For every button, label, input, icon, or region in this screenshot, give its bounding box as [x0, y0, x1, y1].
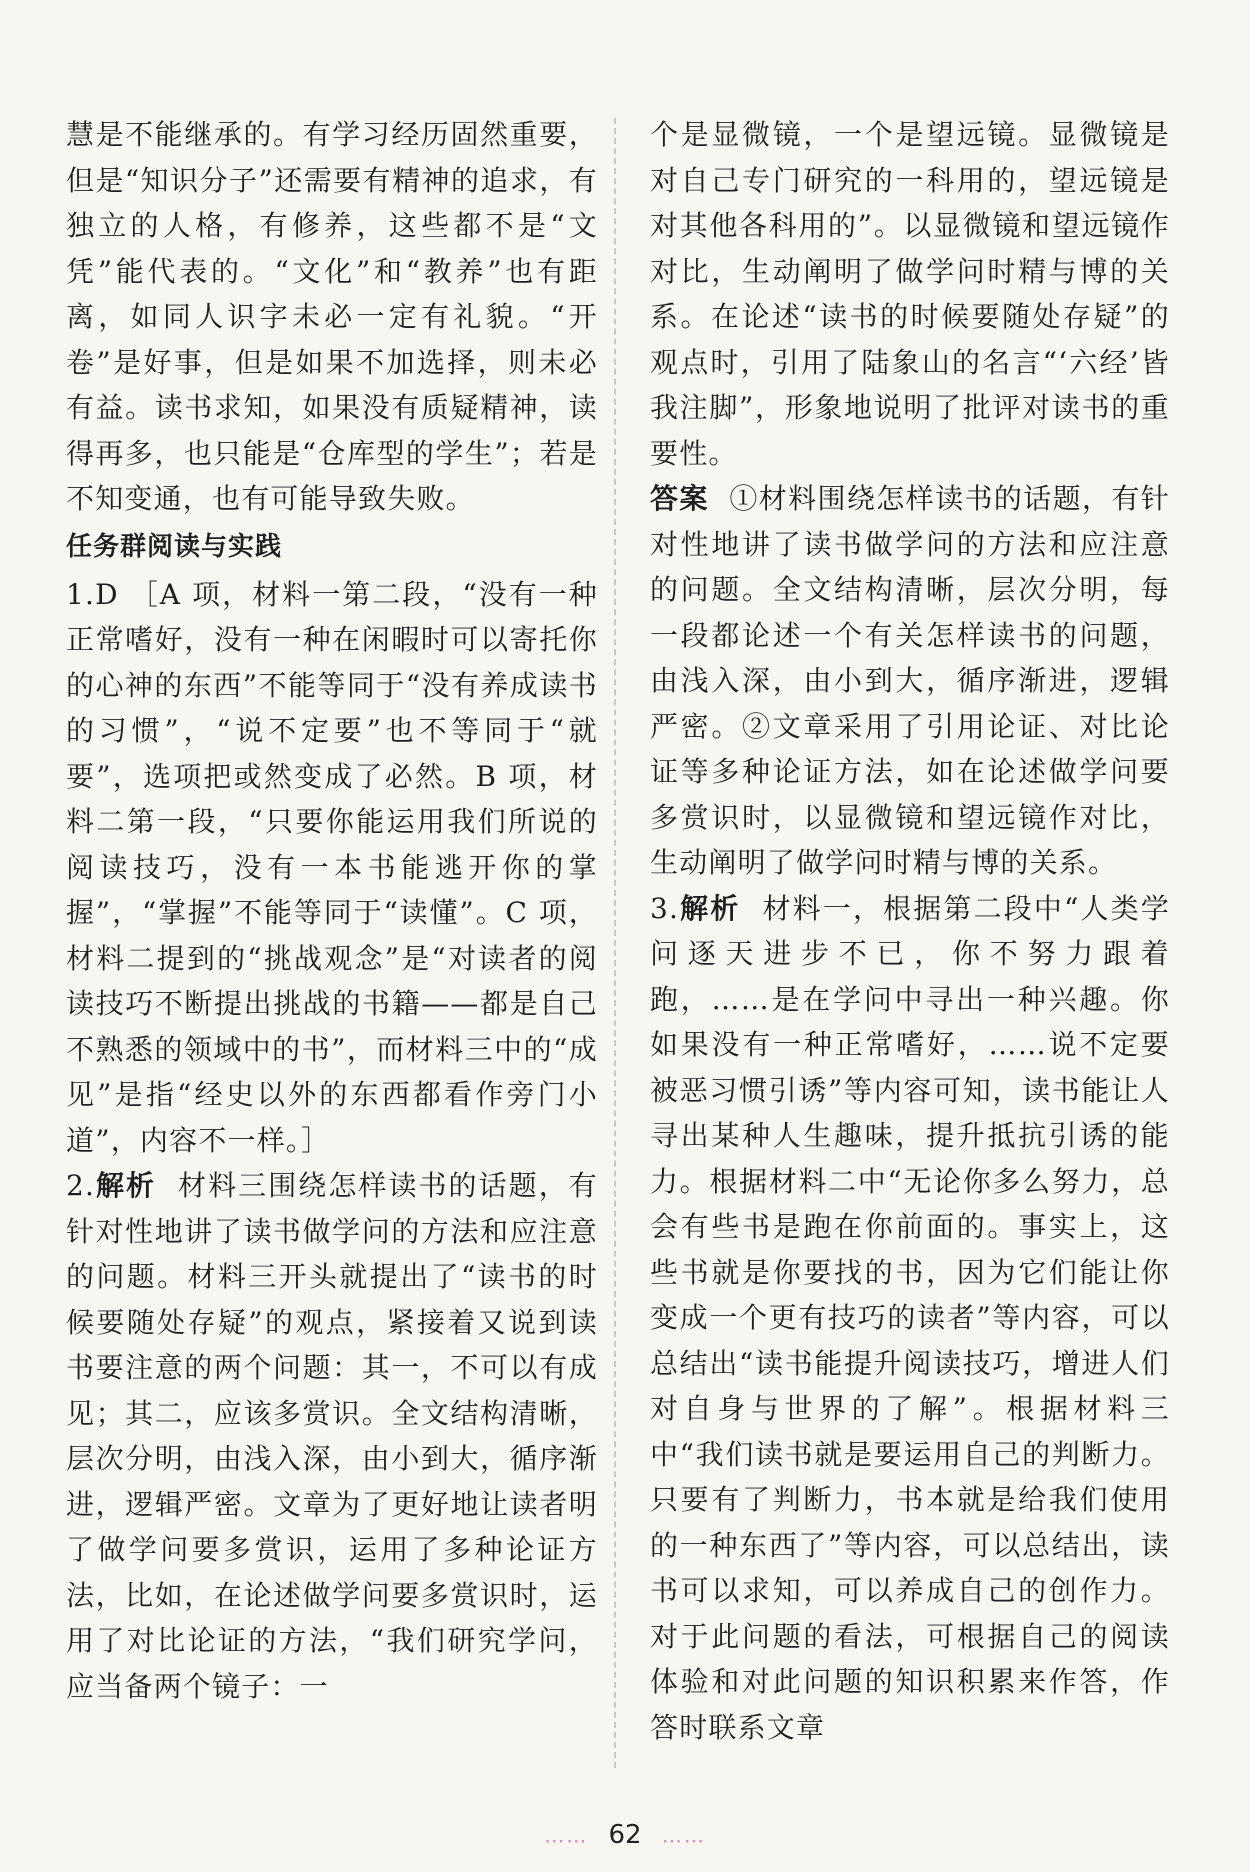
- footer-dots-right: ……: [661, 1823, 706, 1848]
- question-3-number: 3.: [650, 891, 680, 925]
- column-divider: [614, 118, 616, 1768]
- question-2-number: 2.: [66, 1169, 96, 1202]
- question-1-answer: [66, 572, 598, 1164]
- question-2-explanation: 材料三围绕怎样读书的话题，有针对性地讲了读书做学问的方法和应注意的问题。材料三开头就提出了“读书的时候要随处存疑”的观点，紧接着又说到读书要注意的两个问题：其一，不可以有成见；其二，应该多赏识。全文结构清晰，层次分明，由浅入深，由小到大，循序渐进，逻辑严密。文章为了更好地让读者明了做学问要多赏识，运用了多种论证方法，比如，在论述做学问要多赏识时，运用了对比论证的方法，“我们研究学问，应当备两个镜子：一: [66, 1169, 598, 1703]
- question-2-answer: [66, 1163, 598, 1709]
- question-3-answer: [650, 886, 1170, 1751]
- footer-dots-left: ……: [544, 1823, 589, 1848]
- section-heading: 任务群阅读与实践: [66, 531, 283, 562]
- answer-label: 答案: [650, 482, 709, 515]
- question-3-label: 解析: [679, 891, 741, 925]
- question-1-explanation: ［A 项，材料一第二段，“没有一种正常嗜好，没有一种在闲暇时可以寄托你的心神的东西”不能等同于“没有养成读书的习惯”，“说不定要”也不等同于“就要”，选项把或然变成了必然。B 项，材料二第一段，“只要你能运用我们所说的阅读技巧，没有一本书能逃开你的掌握”，“掌握”不能等同于“读懂”。C 项，材料二提到的“挑战观念”是“对读者的阅读技巧不断提出挑战的书籍——都是自己不熟悉的领域中的书”，而材料三中的“成见”是指“经史以外的东西都看作旁门小道”，内容不一样。］: [66, 577, 598, 1157]
- left-continuation-paragraph: 慧是不能继承的。有学习经历固然重要，但是“知识分子”还需要有精神的追求，有独立的人格，有修养，这些都不是“文凭”能代表的。“文化”和“教养”也有距离，如同人识字未必一定有礼貌。“开卷”是好事，但是如果不加选择，则未必有益。读书求知，如果没有质疑精神，读得再多，也只能是“仓库型的学生”；若是不知变通，也有可能导致失败。: [66, 118, 598, 515]
- answer-text: ①材料围绕怎样读书的话题，有针对性地讲了读书做学问的方法和应注意的问题。全文结构清晰，层次分明，每一段都论述一个有关怎样读书的问题，由浅入深，由小到大，循序渐进，逻辑严密。②文章采用了引用论证、对比论证等多种论证方法，如在论述做学问要多赏识时，以显微镜和望远镜作对比，生动阐明了做学问时精与博的关系。: [650, 482, 1170, 879]
- right-column: [650, 112, 1170, 1750]
- left-column: [66, 112, 598, 1709]
- question-1-label: 1.D: [66, 577, 119, 611]
- page-footer: [0, 1820, 1250, 1850]
- answer-block: [650, 476, 1170, 886]
- question-3-explanation: 材料一，根据第二段中“人类学问逐天进步不已，你不努力跟着跑，……是在学问中寻出一种兴趣。你如果没有一种正常嗜好，……说不定要被恶习惯引诱”等内容可知，读书能让人寻出某种人生趣味，提升抵抗引诱的能力。根据材料二中“无论你多么努力，总会有些书是跑在你前面的。事实上，这些书就是你要找的书，因为它们能让你变成一个更有技巧的读者”等内容，可以总结出“读书能提升阅读技巧，增进人们对自身与世界的了解”。根据材料三中“我们读书就是要运用自己的判断力。只要有了判断力，书本就是给我们使用的一种东西了”等内容，可以总结出，读书可以求知，可以养成自己的创作力。对于此问题的看法，可根据自己的阅读体验和对此问题的知识积累来作答，作答时联系文章: [650, 891, 1170, 1744]
- right-continuation-paragraph: 个是显微镜，一个是望远镜。显微镜是对自己专门研究的一科用的，望远镜是对其他各科用的”。以显微镜和望远镜作对比，生动阐明了做学问时精与博的关系。在论述“读书的时候要随处存疑”的观点时，引用了陆象山的名言“‘六经’皆我注脚”，形象地说明了批评对读书的重要性。: [650, 118, 1170, 470]
- page-number: 62: [608, 1820, 642, 1850]
- question-2-label: 解析: [95, 1169, 157, 1202]
